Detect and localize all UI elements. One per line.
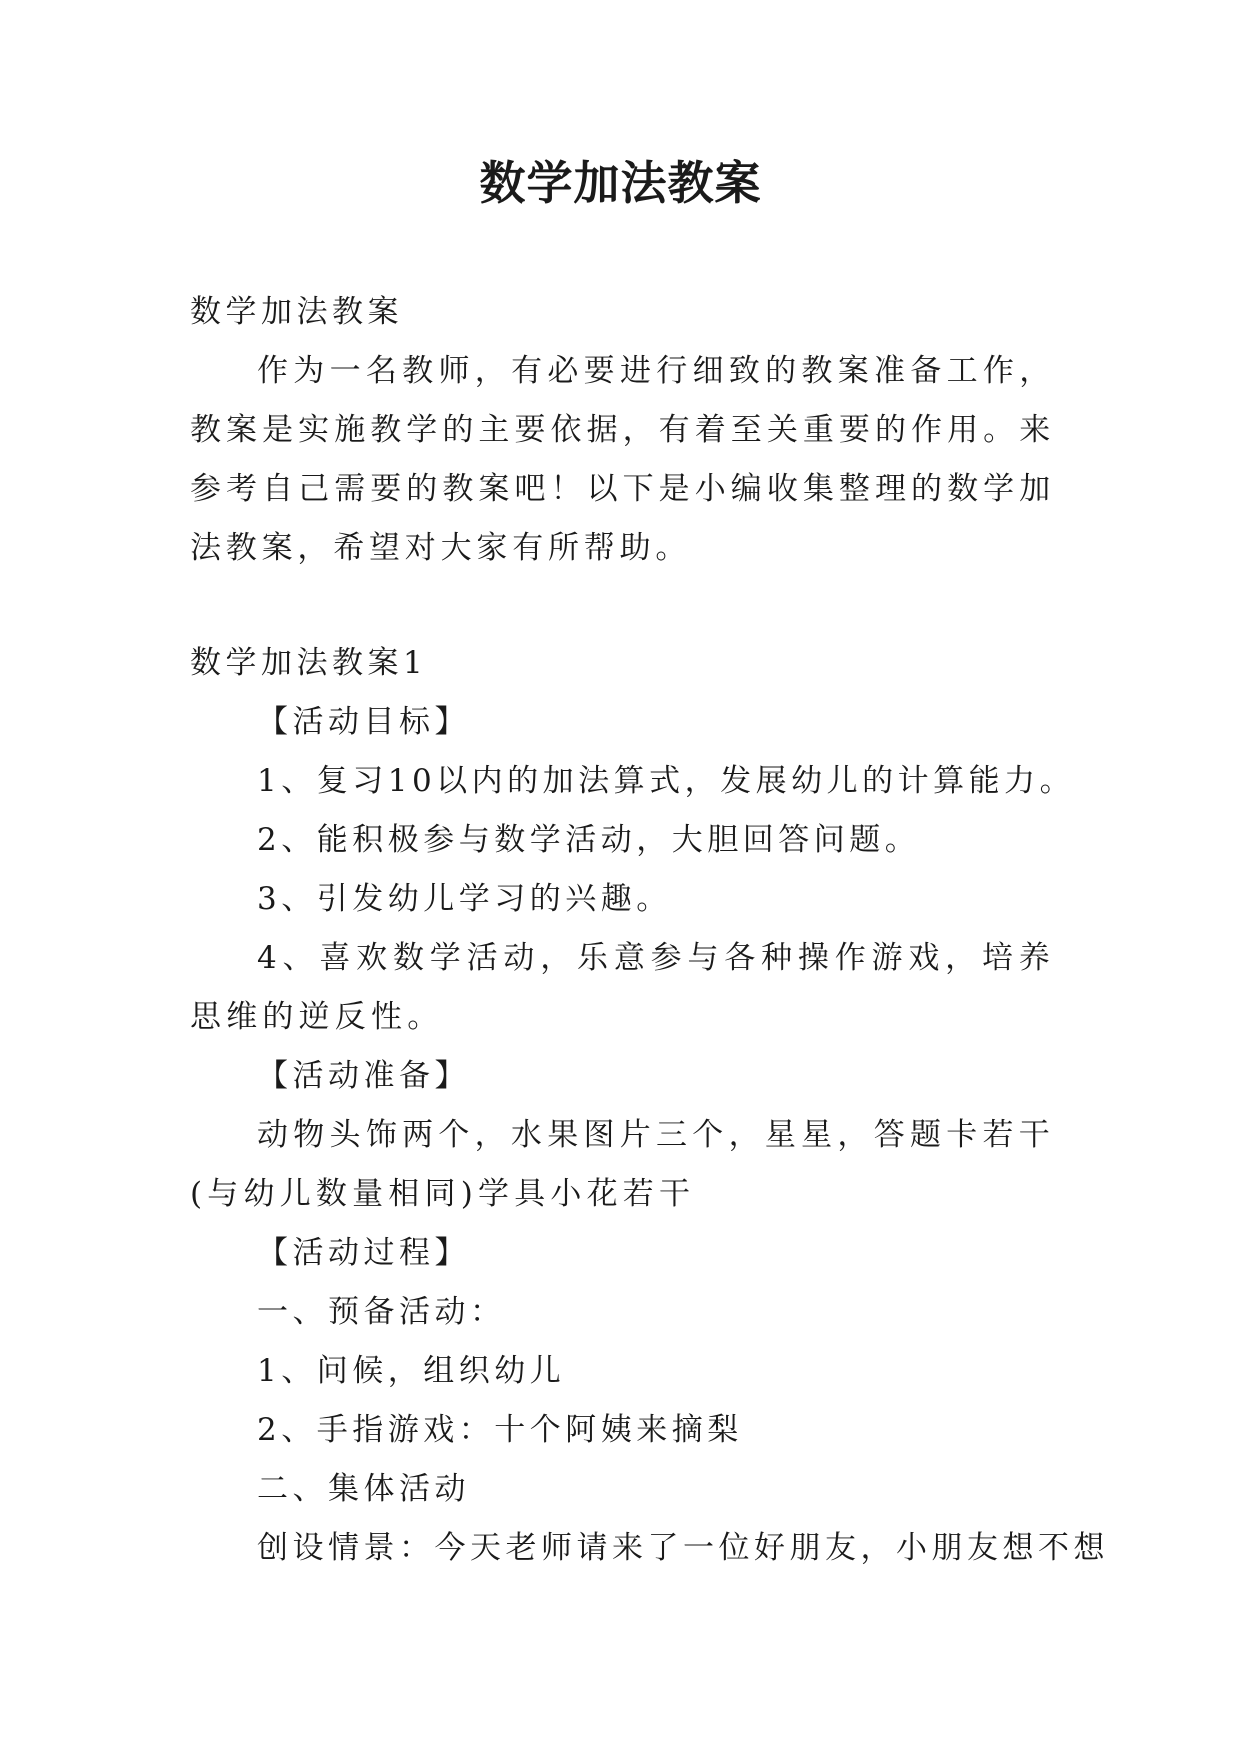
prep-paragraph: 动物头饰两个，水果图片三个，星星，答题卡若干(与幼儿数量相同)学具小花若干 (190, 1117, 1055, 1212)
document-subtitle: 数学加法教案 (190, 294, 403, 330)
goal-item: 3、引发幼儿学习的兴趣。 (257, 881, 672, 917)
prep-heading: 【活动准备】 (257, 1058, 470, 1094)
document-body (190, 283, 1109, 1578)
process-substep: 1、问候，组织幼儿 (257, 1353, 566, 1389)
document-title: 数学加法教案 (479, 156, 762, 210)
section-heading: 数学加法教案1 (190, 645, 428, 681)
intro-paragraph: 作为一名教师，有必要进行细致的教案准备工作，教案是实施教学的主要依据，有着至关重要的作用。来参考自己需要的教案吧！以下是小编收集整理的数学加法教案，希望对大家有所帮助。 (190, 353, 1055, 566)
process-step: 一、预备活动： (257, 1294, 506, 1330)
goals-heading: 【活动目标】 (257, 704, 470, 740)
goal-item: 2、能积极参与数学活动，大胆回答问题。 (257, 822, 921, 858)
goal-item: 1、复习10以内的加法算式，发展幼儿的计算能力。 (257, 763, 1076, 799)
paragraph-gap (190, 578, 1055, 634)
process-substep: 2、手指游戏：十个阿姨来摘梨 (257, 1412, 743, 1448)
scenario-paragraph: 创设情景：今天老师请来了一位好朋友，小朋友想不想 (257, 1530, 1109, 1566)
process-heading: 【活动过程】 (257, 1235, 470, 1271)
goal-item: 4、喜欢数学活动，乐意参与各种操作游戏，培养思维的逆反性。 (190, 940, 1055, 1035)
process-step: 二、集体活动 (257, 1471, 470, 1507)
